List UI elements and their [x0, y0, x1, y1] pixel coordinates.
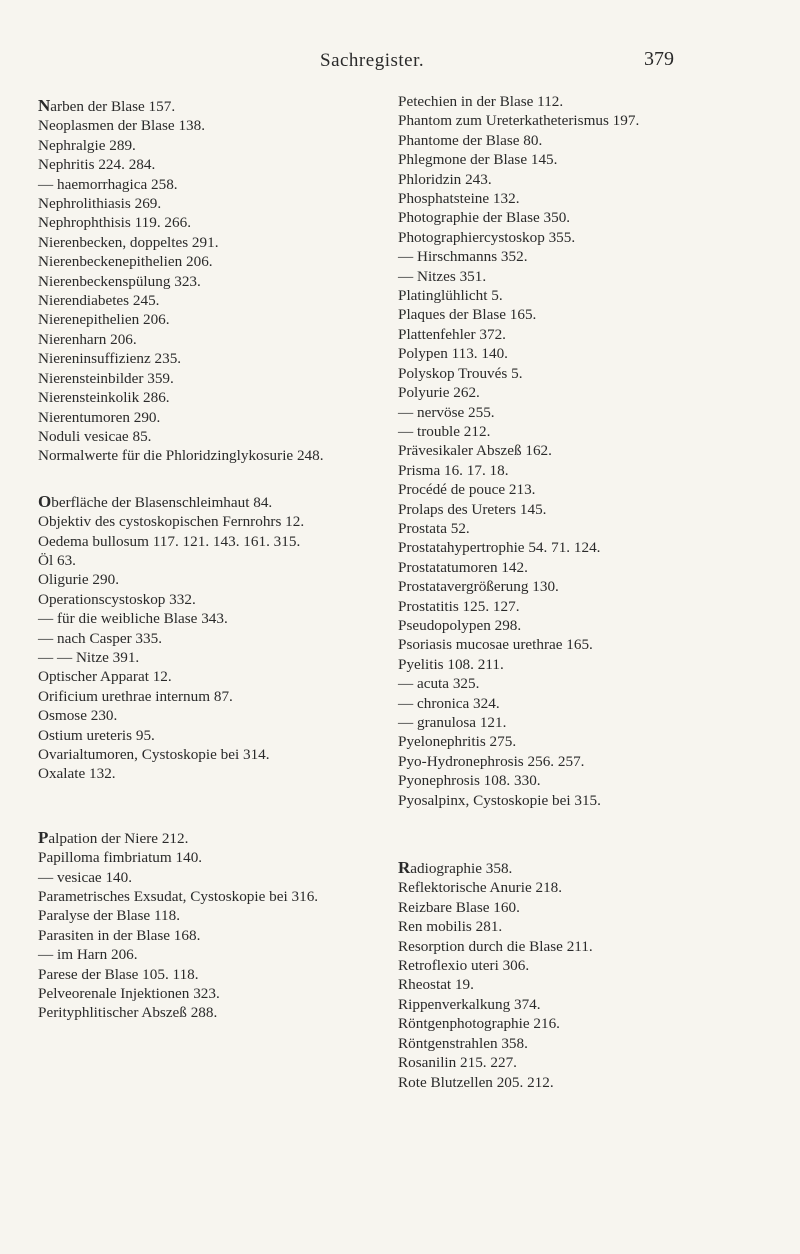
- index-entry: Prostatitis 125. 127.: [398, 597, 520, 615]
- index-entry: Phantome der Blase 80.: [398, 131, 543, 149]
- index-entry: Parasiten in der Blase 168.: [38, 926, 201, 944]
- index-entry: Pyo-Hydronephrosis 256. 257.: [398, 752, 585, 770]
- right-column: [398, 92, 743, 1092]
- index-entry: Rippenverkalkung 374.: [398, 995, 541, 1013]
- index-entry: Pyelitis 108. 211.: [398, 655, 504, 673]
- index-entry: Prostatavergrößerung 130.: [398, 578, 559, 596]
- index-entry: Orificium urethrae internum 87.: [38, 687, 233, 705]
- index-entry: Röntgenphotographie 216.: [398, 1015, 560, 1033]
- index-entry-initial: Radiographie 358.: [398, 858, 513, 878]
- index-entry: Ovarialtumoren, Cystoskopie bei 314.: [38, 746, 270, 763]
- index-entry: Pseudopolypen 298.: [398, 616, 522, 634]
- index-section-n: [38, 96, 383, 466]
- index-entry: — granulosa 121.: [398, 714, 507, 731]
- index-entry: Papilloma fimbriatum 140.: [38, 849, 203, 867]
- index-entry: Reizbare Blase 160.: [398, 898, 520, 916]
- index-entry: Nierenbeckenepithelien 206.: [38, 253, 213, 271]
- index-entry: Nephrolithiasis 269.: [38, 195, 162, 213]
- index-entry: Prävesikaler Abszeß 162.: [398, 442, 552, 460]
- index-entry-initial: Oberfläche der Blasenschleimhaut 84.: [38, 491, 273, 511]
- index-entry: Prostata 52.: [398, 519, 470, 537]
- index-entry: Nephritis 224. 284.: [38, 156, 156, 174]
- index-entry: Oligurie 290.: [38, 571, 119, 589]
- left-column: [38, 96, 383, 1023]
- index-entry: Platinglühlicht 5.: [398, 287, 503, 305]
- index-entry: — trouble 212.: [398, 422, 491, 440]
- index-entry: Plattenfehler 372.: [398, 325, 506, 343]
- index-entry: Pyonephrosis 108. 330.: [398, 772, 541, 790]
- page-number: 379: [644, 48, 674, 70]
- page-title: Sachregister.: [320, 50, 425, 71]
- index-entry: Prostatatumoren 142.: [398, 558, 528, 576]
- index-entry: Ostium ureteris 95.: [38, 726, 155, 744]
- index-entry: Rosanilin 215. 227.: [398, 1054, 517, 1072]
- index-entry: Ren mobilis 281.: [398, 918, 503, 936]
- index-entry: Prolaps des Ureters 145.: [398, 500, 547, 518]
- index-entry: Niereninsuffizienz 235.: [38, 350, 182, 368]
- index-entry: Normalwerte für die Phloridzinglykosurie 248.: [38, 447, 324, 465]
- index-entry: Phantom zum Ureterkatheterismus 197.: [398, 112, 640, 130]
- index-entry: — vesicae 140.: [38, 868, 133, 886]
- index-entry: Phlegmone der Blase 145.: [398, 151, 558, 169]
- index-entry: Öl 63.: [38, 551, 76, 569]
- index-entry: Perityphlitischer Abszeß 288.: [38, 1004, 218, 1022]
- index-entry: Objektiv des cystoskopischen Fernrohrs 12.: [38, 513, 305, 531]
- index-entry: Psoriasis mucosae urethrae 165.: [398, 636, 593, 654]
- index-section-p: [38, 828, 383, 1023]
- index-entry: — acuta 325.: [398, 675, 480, 693]
- index-section-o: [38, 492, 383, 784]
- index-entry: Paralyse der Blase 118.: [38, 907, 180, 925]
- index-entry: Pelveorenale Injektionen 323.: [38, 985, 220, 1003]
- index-entry: Phosphatsteine 132.: [398, 190, 520, 208]
- index-entry: — nach Casper 335.: [38, 629, 162, 647]
- index-entry: Prostatahypertrophie 54. 71. 124.: [398, 539, 601, 557]
- index-entry: Polyurie 262.: [398, 384, 480, 402]
- index-entry: Nierenepithelien 206.: [38, 311, 170, 329]
- index-entry: Resorption durch die Blase 211.: [398, 937, 593, 955]
- index-section-r: [398, 858, 743, 1092]
- index-entry: Nierenbeckenspülung 323.: [38, 272, 201, 290]
- index-entry: Parese der Blase 105. 118.: [38, 965, 199, 983]
- index-entry: Plaques der Blase 165.: [398, 306, 537, 324]
- index-entry: Oedema bullosum 117. 121. 143. 161. 315.: [38, 532, 301, 550]
- index-entry: Polypen 113. 140.: [398, 345, 508, 363]
- index-entry-initial: Palpation der Niere 212.: [38, 827, 189, 847]
- index-entry: Osmose 230.: [38, 707, 118, 725]
- index-entry: — für die weibliche Blase 343.: [38, 610, 228, 628]
- index-entry: Nierendiabetes 245.: [38, 292, 160, 310]
- index-entry: Operationscystoskop 332.: [38, 590, 196, 608]
- index-entry: — — Nitze 391.: [38, 648, 140, 666]
- index-entry: Pyosalpinx, Cystoskopie bei 315.: [398, 791, 601, 809]
- index-entry: — Hirschmanns 352.: [398, 248, 528, 266]
- index-entry: Rote Blutzellen 205. 212.: [398, 1073, 554, 1091]
- index-entry: Photographie der Blase 350.: [398, 209, 571, 227]
- index-entry: Nephralgie 289.: [38, 136, 136, 154]
- index-entry: Optischer Apparat 12.: [38, 668, 172, 686]
- index-entry: Phloridzin 243.: [398, 170, 492, 188]
- index-entry: Polyskop Trouvés 5.: [398, 364, 523, 382]
- index-entry: Petechien in der Blase 112.: [398, 93, 564, 110]
- index-entry: Photographiercystoskop 355.: [398, 228, 576, 246]
- index-entry: Röntgenstrahlen 358.: [398, 1034, 528, 1052]
- index-entry: Retroflexio uteri 306.: [398, 957, 530, 975]
- index-entry: — haemorrhagica 258.: [38, 175, 178, 193]
- index-entry: Noduli vesicae 85.: [38, 427, 152, 445]
- index-entry: Reflektorische Anurie 218.: [398, 879, 563, 897]
- index-section-p-continued: [398, 92, 743, 810]
- index-entry: — im Harn 206.: [38, 946, 138, 964]
- index-entry: Pyelonephritis 275.: [398, 733, 517, 751]
- index-entry: Rheostat 19.: [398, 976, 474, 994]
- index-entry: — Nitzes 351.: [398, 267, 487, 285]
- index-entry: Nierenharn 206.: [38, 330, 137, 348]
- index-entry-initial: Narben der Blase 157.: [38, 96, 176, 115]
- index-entry: Nierensteinkolik 286.: [38, 389, 170, 407]
- index-entry: Nierenbecken, doppeltes 291.: [38, 233, 219, 251]
- index-entry: Neoplasmen der Blase 138.: [38, 117, 206, 135]
- index-entry: — chronica 324.: [398, 694, 500, 712]
- index-entry: Nephrophthisis 119. 266.: [38, 214, 191, 232]
- index-entry: Parametrisches Exsudat, Cystoskopie bei 316.: [38, 888, 319, 906]
- index-entry: — nervöse 255.: [398, 403, 495, 421]
- index-entry: Nierensteinbilder 359.: [38, 369, 174, 387]
- index-entry: Prisma 16. 17. 18.: [398, 461, 509, 479]
- index-entry: Procédé de pouce 213.: [398, 481, 536, 499]
- index-entry: Nierentumoren 290.: [38, 408, 161, 426]
- index-entry: Oxalate 132.: [38, 765, 116, 783]
